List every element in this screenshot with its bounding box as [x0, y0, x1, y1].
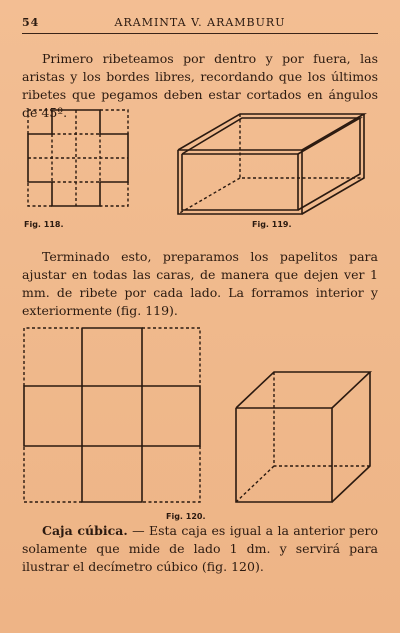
page-number: 54: [22, 16, 40, 29]
figure-118-cross-pattern: [24, 108, 134, 208]
paragraph-caja-cubica: [22, 522, 378, 576]
paragraph-caja-cubica-text: — Esta caja es igual a la anterior pero solamente que mide de lado 1 dm. y servirá para ilustrar el decímetro cúbico (fig. 120).: [22, 523, 378, 574]
paragraph-papelitos: Terminado esto, preparamos los papelitos para ajustar en todas las caras, de manera que dejen ver 1 mm. de ribete por cada lado. La forramos interior y exteriormente (fig. 119).: [22, 249, 378, 318]
caption-fig-119: Fig. 119.: [252, 220, 292, 229]
page-header: [22, 14, 378, 32]
section-heading-caja-cubica: Caja cúbica.: [42, 523, 128, 538]
caption-fig-120: Fig. 120.: [166, 512, 206, 521]
figure-119-open-box: [174, 108, 374, 218]
paragraph-ribeteado: Primero ribeteamos por dentro y por fuera, las aristas y los bordes libres, recordando que los últimos ribetes que pegamos deben estar cortados en ángulos de 45º.: [22, 51, 378, 120]
header-rule: [22, 33, 378, 34]
running-head: ARAMINTA V. ARAMBURU: [114, 16, 286, 29]
figure-120-cube-net: [20, 322, 210, 507]
figure-120-open-cube: [232, 368, 382, 508]
caption-fig-118: Fig. 118.: [24, 220, 64, 229]
